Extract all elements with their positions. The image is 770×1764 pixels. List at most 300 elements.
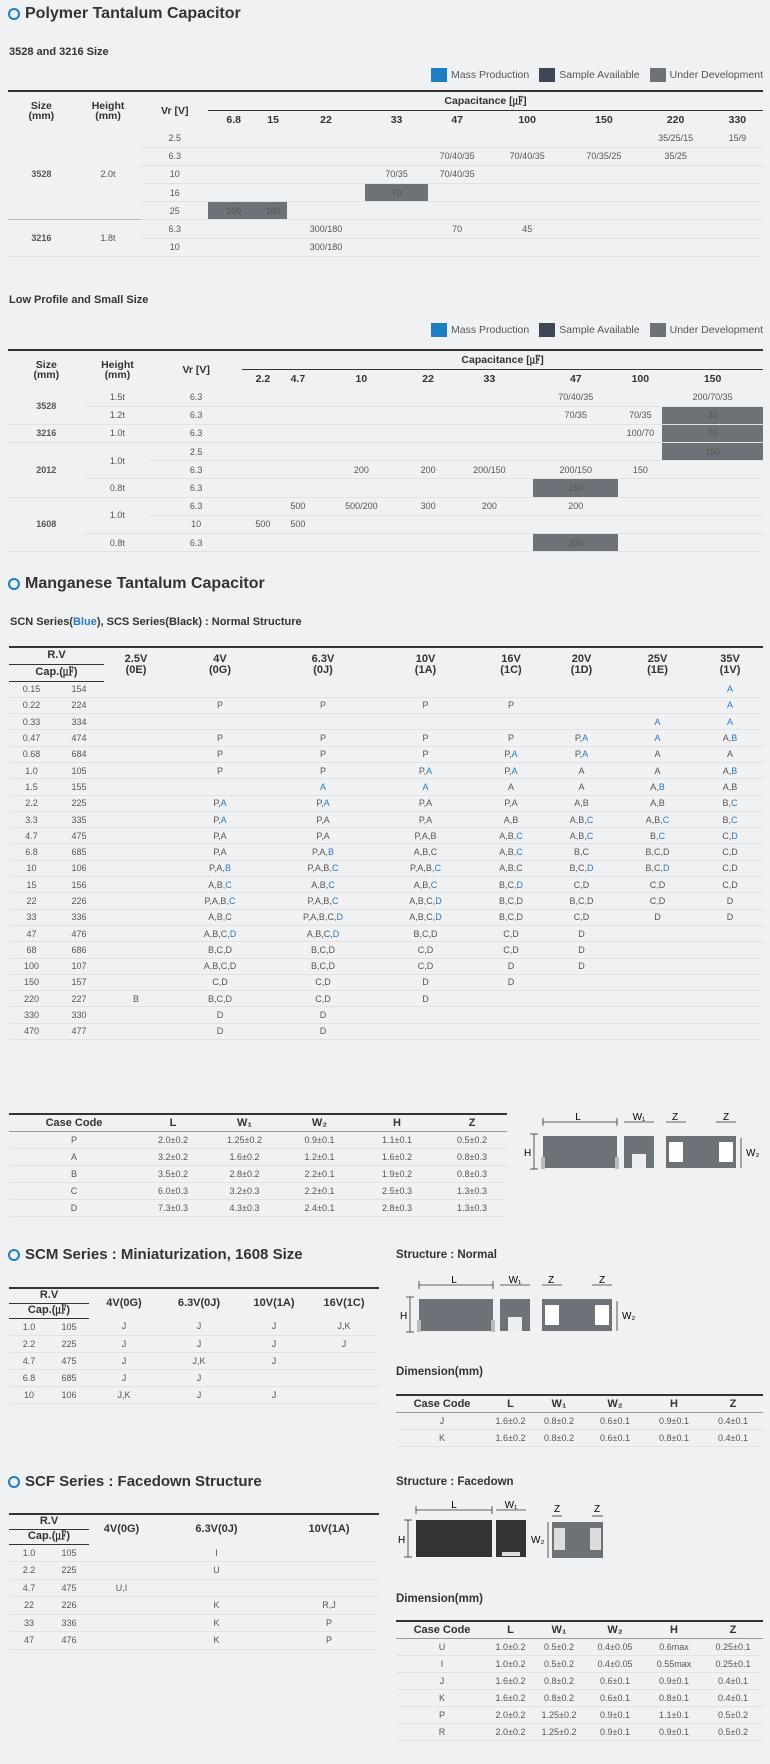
case-code-cell	[104, 844, 168, 860]
cap-cell	[284, 443, 312, 461]
vr-cell: 10	[141, 165, 208, 183]
case-code: C	[662, 814, 670, 825]
cap-value-header: 100	[518, 113, 536, 126]
case-code: A	[216, 863, 223, 874]
case-code: P	[307, 863, 313, 874]
case-code-cell	[168, 681, 272, 697]
cap-cell	[486, 165, 568, 183]
cap-cell: 155	[54, 779, 104, 795]
volt-header: 16V (1C)	[500, 652, 522, 676]
case-code: A	[654, 749, 661, 760]
case-code: C	[578, 863, 585, 874]
cap-cell	[208, 129, 259, 147]
table-row	[396, 1429, 763, 1446]
cap-cell: 106	[54, 860, 104, 876]
dimension-cell: 1.6±0.2	[488, 1689, 533, 1706]
case-code: B	[212, 961, 219, 972]
cap-cell: 476	[49, 1632, 89, 1650]
dimension-cell: 0.8±0.2	[533, 1412, 585, 1429]
cap-cell: J	[159, 1386, 239, 1403]
case-code: B	[212, 928, 219, 939]
case-code-cell: C,D	[374, 942, 477, 958]
case-code: B	[132, 993, 139, 1004]
vr-cell: 6.3	[150, 497, 242, 515]
case-code: C	[722, 830, 729, 841]
table-row	[9, 795, 763, 811]
case-code: C	[503, 928, 510, 939]
case-code: C	[731, 798, 738, 809]
case-code-cell: B,C,D	[477, 909, 545, 925]
case-code: C	[722, 847, 729, 858]
case-code: P	[216, 765, 223, 776]
volt-header: 2.5V (0E)	[124, 652, 148, 676]
case-code: B	[731, 765, 738, 776]
scf-dimension-label: Dimension(mm)	[396, 1593, 483, 1605]
cap-cell	[411, 534, 446, 552]
size-header: Size (mm)	[28, 99, 55, 122]
dimension-header: L	[139, 1114, 207, 1131]
case-code: P	[209, 863, 214, 874]
case-code-cell: A,B	[697, 779, 763, 795]
dimension-cell: 1.25±0.2	[207, 1131, 282, 1148]
vr-cell: 6.3	[150, 424, 242, 442]
scm-dimension-label: Dimension(mm)	[396, 1366, 483, 1378]
cap-cell: J	[159, 1335, 239, 1352]
case-code-cell	[168, 746, 272, 762]
cap-cell	[618, 479, 662, 497]
scf-title: SCF Series : Facedown Structure	[8, 1473, 262, 1490]
legend-1: Mass Production Sample Available Under Development	[363, 68, 763, 82]
case-code-cell	[104, 795, 168, 811]
cap-cell	[287, 165, 365, 183]
case-code: B	[216, 912, 223, 923]
dimension-cell: 0.8±0.1	[645, 1689, 703, 1706]
vr-cell: 6.3	[150, 479, 242, 497]
cap-cell	[618, 534, 662, 552]
case-code: D	[578, 944, 585, 955]
scm-dimension-table	[396, 1394, 763, 1447]
cap-cell: 685	[49, 1369, 89, 1386]
height-cell: 1.2t	[85, 406, 151, 424]
mass-production-swatch	[431, 68, 447, 82]
cap-cell: 70/35	[618, 406, 662, 424]
case-code-cell: C,D	[618, 877, 697, 893]
case-code: A	[726, 716, 733, 727]
volt-header: 35V (1V)	[719, 652, 741, 676]
legend-2: Mass Production Sample Available Under Development	[363, 323, 763, 337]
dimension-cell: 0.5±0.2	[437, 1131, 507, 1148]
cap-cell: 227	[54, 991, 104, 1007]
cap-cell	[239, 1369, 309, 1386]
cap-cell: 334	[54, 714, 104, 730]
dimension-cell: 2.2±0.1	[282, 1182, 357, 1199]
case-code: C	[331, 896, 339, 906]
cap-cell: 200	[533, 497, 618, 515]
case-code: D	[587, 896, 594, 906]
case-code-cell	[618, 909, 697, 925]
capacitance-header: Capacitance [㎌]	[242, 350, 763, 369]
case-code-cell	[374, 991, 477, 1007]
case-code: P	[303, 912, 308, 923]
case-code: A	[409, 912, 416, 923]
dimension-cell: 1.3±0.3	[437, 1199, 507, 1216]
size-cell: 3216	[8, 424, 85, 442]
case-code-cell: P,A	[168, 828, 272, 844]
table-row	[8, 129, 763, 147]
dimension-cell: 7.3±0.3	[139, 1199, 207, 1216]
case-code-cell: P,A,B	[272, 844, 374, 860]
case-code-cell	[545, 942, 618, 958]
case-code-cell: C,D	[697, 877, 763, 893]
case-code-cell	[618, 974, 697, 990]
cap-cell	[279, 1544, 379, 1562]
cap-cell	[533, 443, 618, 461]
case-code-cell	[272, 730, 374, 746]
cap-cell: 474	[54, 730, 104, 746]
case-code: A	[650, 798, 657, 809]
cap-cell: K	[154, 1597, 279, 1615]
case-code-cell: A,B	[477, 811, 545, 827]
dimension-cell: 2.4±0.1	[282, 1199, 357, 1216]
case-code-cell: A,B,C	[374, 844, 477, 860]
cap-cell: J	[309, 1335, 379, 1352]
cap-cell: 336	[49, 1614, 89, 1632]
case-code-cell	[104, 714, 168, 730]
case-code-cell: B,C	[697, 795, 763, 811]
cap-header: Cap.(㎌)	[9, 1303, 89, 1318]
volt-header: 4V(0G)	[103, 1523, 140, 1535]
dimension-cell: 1.6±0.2	[207, 1148, 282, 1165]
table-row	[9, 828, 763, 844]
cap-cell	[287, 184, 365, 202]
cap-cell: 35	[662, 406, 763, 424]
ring-bullet-icon	[8, 578, 20, 590]
height-cell: 0.8t	[85, 479, 151, 497]
cap-cell: J	[159, 1369, 239, 1386]
cap-cell	[242, 534, 284, 552]
cap-cell	[662, 534, 763, 552]
case-code: B	[315, 928, 322, 939]
cap-cell: 68	[9, 942, 54, 958]
table-row	[9, 925, 763, 941]
case-code: B	[654, 814, 661, 825]
height-cell: 1.8t	[75, 220, 142, 256]
cap-cell: 6.8	[9, 1369, 49, 1386]
cap-cell	[486, 202, 568, 220]
sample-available-swatch	[539, 323, 555, 337]
case-code-cell	[168, 762, 272, 778]
volt-header: 10V(1A)	[253, 1297, 295, 1309]
dimension-cell: 3.2±0.3	[207, 1182, 282, 1199]
case-code: D	[435, 912, 442, 923]
table-row	[9, 1335, 379, 1352]
cap-cell: 500/200	[312, 497, 410, 515]
case-code: C	[658, 830, 666, 841]
case-code-cell	[374, 697, 477, 713]
case-code: B	[731, 781, 738, 792]
dimension-cell: J	[396, 1672, 488, 1689]
height-header: Height (mm)	[101, 358, 134, 381]
cap-cell: J	[89, 1352, 159, 1369]
normal-structure-diagram-1	[520, 1112, 765, 1174]
cap-value-header: 47	[451, 113, 463, 126]
cap-cell: 35/25/15	[639, 129, 711, 147]
dimension-cell: 1.1±0.1	[357, 1131, 437, 1148]
case-code: A	[578, 781, 585, 792]
case-code-cell	[618, 762, 697, 778]
cap-value-header: 22	[422, 372, 434, 385]
case-code-cell: A,B	[545, 795, 618, 811]
case-code: B	[507, 863, 514, 874]
vr-cell: 6.3	[141, 147, 208, 165]
dimension-header: H	[357, 1114, 437, 1131]
case-code-cell	[545, 762, 618, 778]
case-code: B	[569, 863, 576, 874]
dimension-cell: 0.25±0.1	[703, 1655, 763, 1672]
table-row	[8, 497, 763, 515]
cap-cell: 2.2	[9, 795, 54, 811]
case-code: B	[507, 847, 514, 858]
dimension-cell: 1.6±0.2	[488, 1412, 533, 1429]
vr-cell: 2.5	[141, 129, 208, 147]
vr-cell: 25	[141, 202, 208, 220]
case-code: A	[726, 749, 733, 760]
cap-cell: 100/70	[618, 424, 662, 442]
dimension-header: W₁	[533, 1395, 585, 1412]
table-row	[9, 1165, 507, 1182]
case-code-cell	[477, 697, 545, 713]
cap-cell	[284, 479, 312, 497]
case-code-cell	[618, 1007, 697, 1023]
case-code: P	[504, 765, 510, 776]
table-row	[9, 1352, 379, 1369]
case-code: B	[310, 944, 317, 955]
case-code: C	[319, 944, 326, 955]
cap-cell: 300	[411, 497, 446, 515]
cap-cell	[446, 515, 534, 533]
case-code-cell: C,D	[477, 925, 545, 941]
case-code: P	[504, 798, 510, 809]
cap-cell	[365, 238, 428, 256]
height-header: Height (mm)	[91, 99, 125, 122]
case-code-cell: B,C,D	[477, 877, 545, 893]
manganese-dimension-table	[9, 1113, 507, 1217]
cap-cell	[411, 515, 446, 533]
case-code: P	[507, 733, 514, 744]
case-code: B	[722, 798, 729, 809]
cap-cell	[208, 184, 259, 202]
case-code: A	[220, 847, 227, 858]
under-development-swatch	[650, 323, 666, 337]
case-code: A	[650, 781, 657, 792]
cap-cell	[639, 238, 711, 256]
sample-available-swatch	[539, 68, 555, 82]
dimension-cell: B	[9, 1165, 139, 1182]
cap-value-header: 15	[267, 113, 279, 126]
dimension-cell: 1.0±0.2	[488, 1655, 533, 1672]
case-code-cell	[104, 909, 168, 925]
case-code: P	[319, 765, 326, 776]
case-code-cell: B,C,D	[618, 844, 697, 860]
case-code: A	[310, 912, 317, 923]
case-code-cell	[104, 942, 168, 958]
scm-table	[9, 1287, 379, 1404]
case-code: A	[654, 765, 661, 776]
cap-cell	[712, 184, 763, 202]
case-code: D	[731, 863, 738, 874]
case-code: D	[216, 1010, 224, 1021]
case-code: C	[426, 912, 433, 923]
case-code-cell: P,A	[545, 730, 618, 746]
cap-cell: 100	[9, 958, 54, 974]
scf-structure-label: Structure : Facedown	[396, 1476, 514, 1488]
table-row	[396, 1706, 763, 1723]
cap-cell	[312, 388, 410, 406]
cap-cell: 475	[54, 828, 104, 844]
cap-cell	[287, 147, 365, 165]
height-cell: 1.0t	[85, 497, 151, 533]
cap-cell: 106	[49, 1386, 89, 1403]
dimension-header: Z	[703, 1621, 763, 1638]
case-code: D	[426, 944, 434, 955]
case-code-cell	[618, 991, 697, 1007]
case-code-cell	[618, 958, 697, 974]
cap-cell	[568, 220, 639, 238]
cap-cell: 1.0	[9, 1544, 49, 1562]
volt-header: 6.3V(0J)	[195, 1523, 238, 1535]
cap-cell: 6.8	[9, 844, 54, 860]
dim-label-h: H	[400, 1311, 408, 1322]
cap-cell	[568, 184, 639, 202]
dim-label-w2: W₂	[746, 1148, 760, 1159]
cap-cell	[411, 443, 446, 461]
case-code: B	[430, 830, 437, 841]
case-code-cell	[545, 681, 618, 697]
cap-cell	[428, 184, 486, 202]
table-row	[9, 762, 763, 778]
dimension-cell: C	[9, 1182, 139, 1199]
dim-label-w1: W₁	[632, 1112, 646, 1123]
case-code-cell: A,B,C	[477, 828, 545, 844]
case-code: D	[324, 977, 331, 988]
cap-cell: 226	[49, 1597, 89, 1615]
case-code: D	[336, 912, 343, 923]
vr-cell: 16	[141, 184, 208, 202]
cap-cell: J	[89, 1318, 159, 1335]
vr-cell: 6.3	[150, 461, 242, 479]
case-code: A	[569, 830, 576, 841]
cap-cell	[312, 515, 410, 533]
case-code-cell: P,A	[168, 811, 272, 827]
case-code: A	[511, 798, 518, 809]
cap-cell: 0.15	[9, 681, 54, 697]
case-code-cell	[272, 681, 374, 697]
dimension-cell: 0.4±0.05	[585, 1655, 645, 1672]
table-row	[9, 1369, 379, 1386]
cap-cell: 70/35/25	[568, 147, 639, 165]
volt-header: 6.3V (0J)	[311, 652, 335, 676]
case-code: A	[323, 830, 330, 841]
cap-cell	[411, 388, 446, 406]
case-code: A	[413, 879, 420, 890]
cap-cell: 200	[533, 534, 618, 552]
case-code-cell	[697, 958, 763, 974]
cap-cell	[446, 534, 534, 552]
cap-cell: 200	[312, 461, 410, 479]
case-code-cell	[104, 991, 168, 1007]
case-code: C	[582, 847, 590, 858]
vr-cell: 6.3	[150, 406, 242, 424]
case-code-cell: B,C,D	[477, 893, 545, 909]
dim-label-l: L	[575, 1112, 581, 1123]
cap-cell	[208, 165, 259, 183]
cap-cell: 0.47	[9, 730, 54, 746]
case-code-cell	[697, 991, 763, 1007]
cap-cell: 200/70/35	[662, 388, 763, 406]
cap-cell: 154	[54, 681, 104, 697]
case-code: C	[417, 944, 425, 955]
volt-header: 20V (1D)	[570, 652, 593, 676]
cap-cell	[284, 424, 312, 442]
table-row	[9, 844, 763, 860]
case-code: P	[316, 830, 322, 841]
cap-cell	[284, 406, 312, 424]
vr-header: Vr [V]	[182, 363, 210, 376]
case-code-cell	[168, 779, 272, 795]
cap-value-header: 33	[483, 372, 496, 385]
cap-cell	[712, 220, 763, 238]
dimension-cell: P	[396, 1706, 488, 1723]
cap-header: Cap.(㎌)	[9, 664, 104, 681]
case-code-cell	[618, 925, 697, 941]
cap-cell: J	[239, 1386, 309, 1403]
dimension-cell: 0.8±0.3	[437, 1148, 507, 1165]
dimension-header: Case Code	[9, 1114, 139, 1131]
case-code: C	[430, 847, 438, 858]
table-row	[396, 1412, 763, 1429]
case-code: C	[225, 879, 232, 890]
cap-value-header: 4.7	[290, 372, 306, 385]
case-code: B	[207, 993, 214, 1004]
case-code: A	[319, 781, 326, 792]
cap-cell: U	[154, 1562, 279, 1580]
table-row	[9, 1579, 379, 1597]
case-code: D	[328, 961, 336, 972]
cap-cell: 70	[662, 424, 763, 442]
case-code: D	[225, 993, 233, 1004]
dimension-cell: 2.2±0.1	[282, 1165, 357, 1182]
case-code: D	[578, 928, 585, 939]
case-code-cell: P,A,B,C	[168, 893, 272, 909]
case-code-cell	[697, 697, 763, 713]
case-code: D	[516, 912, 524, 923]
case-code: D	[216, 1026, 224, 1037]
cap-cell: 200	[446, 497, 534, 515]
table-row	[9, 1182, 507, 1199]
case-code: D	[578, 961, 585, 972]
case-code-cell	[168, 1023, 272, 1039]
case-code-cell: P,A	[168, 844, 272, 860]
cap-cell: 224	[54, 697, 104, 713]
case-code: A	[422, 781, 429, 792]
cap-cell	[259, 238, 287, 256]
case-code-cell: C,D	[618, 893, 697, 909]
cap-cell: 500	[242, 515, 284, 533]
cap-cell: 330	[54, 1007, 104, 1023]
case-code-cell: C,D	[374, 958, 477, 974]
case-code-cell	[272, 762, 374, 778]
cap-cell: J	[89, 1369, 159, 1386]
